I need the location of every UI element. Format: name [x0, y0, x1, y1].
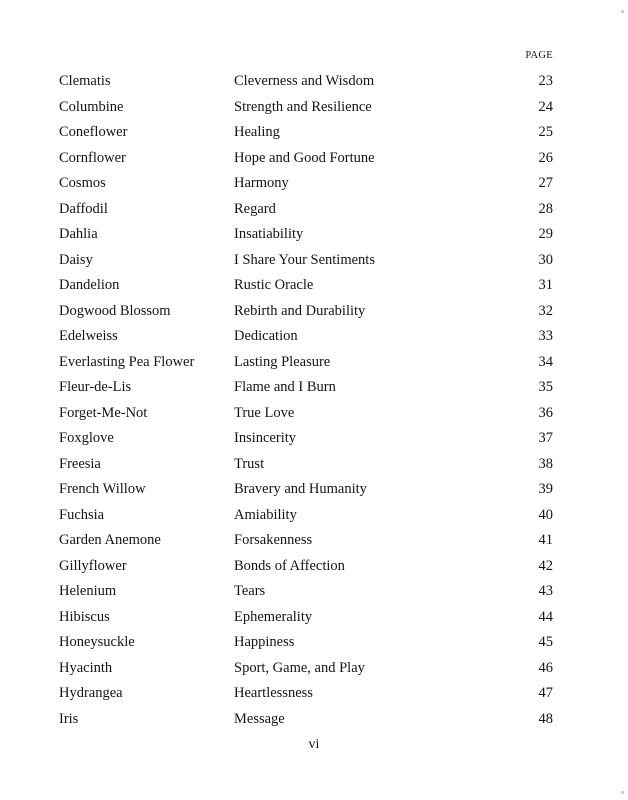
toc-entry [0, 171, 628, 197]
toc-entry [0, 324, 628, 350]
flower-name: Cosmos [59, 175, 106, 191]
page-number: 27 [538, 175, 553, 191]
toc-entry [0, 69, 628, 95]
flower-meaning: Happiness [234, 634, 295, 650]
flower-name: Iris [59, 710, 79, 727]
page-number: 48 [538, 710, 553, 727]
flower-meaning: Dedication [234, 328, 298, 344]
flower-meaning: Cleverness and Wisdom [234, 73, 375, 89]
flower-meaning: Insatiability [234, 226, 304, 242]
page-column-header: PAGE [525, 50, 553, 61]
flower-name: French Willow [59, 481, 146, 497]
page-number: 33 [538, 328, 553, 344]
page-number: 41 [538, 532, 553, 548]
toc-entry [0, 503, 628, 529]
flower-meaning: Regard [234, 200, 276, 217]
scan-corner-mark [621, 791, 624, 794]
flower-meaning: Insincerity [234, 430, 297, 446]
toc-entry [0, 554, 628, 580]
flower-name: Columbine [59, 98, 124, 115]
flower-name: Everlasting Pea Flower [59, 353, 195, 370]
flower-meaning: True Love [234, 404, 295, 421]
flower-meaning: Ephemerality [234, 608, 313, 625]
flower-name: Fleur-de-Lis [59, 379, 132, 395]
toc-entry [0, 375, 628, 401]
flower-name: Dandelion [59, 277, 120, 293]
toc-entry [0, 579, 628, 605]
page-number: 31 [538, 277, 553, 293]
flower-meaning: Tears [234, 583, 266, 599]
page-number: 24 [538, 98, 553, 115]
flower-name: Forget-Me-Not [59, 404, 148, 421]
flower-meaning: Rebirth and Durability [234, 302, 366, 319]
page-number: 47 [538, 685, 553, 701]
page-number: 26 [538, 149, 553, 166]
page-number: 25 [538, 124, 553, 140]
page-number: 32 [538, 302, 553, 319]
page-number: 39 [538, 481, 553, 497]
page-number: 30 [538, 251, 553, 268]
flower-meaning: I Share Your Sentiments [234, 251, 375, 268]
page-number: 44 [538, 608, 553, 625]
toc-entry [0, 197, 628, 223]
toc-entry [0, 95, 628, 121]
flower-meaning: Amiability [234, 506, 297, 523]
page-number: 28 [538, 200, 553, 217]
flower-name: Freesia [59, 455, 101, 472]
flower-meaning: Lasting Pleasure [234, 353, 331, 370]
toc-entry [0, 707, 628, 733]
page-number: 45 [538, 634, 553, 650]
scan-corner-mark [621, 10, 624, 13]
page-number: 23 [538, 73, 553, 89]
flower-name: Dogwood Blossom [59, 302, 171, 319]
flower-meaning: Message [234, 710, 285, 727]
page-number: 40 [538, 506, 553, 523]
toc-entry [0, 681, 628, 707]
flower-name: Fuchsia [59, 506, 105, 523]
flower-name: Daisy [59, 251, 93, 268]
page-number: 36 [538, 404, 553, 421]
page-number: 43 [538, 583, 553, 599]
toc-entry [0, 299, 628, 325]
flower-name: Helenium [59, 583, 117, 599]
flower-meaning: Forsakenness [234, 532, 313, 548]
toc-entry [0, 146, 628, 172]
flower-name: Edelweiss [59, 328, 118, 344]
flower-meaning: Hope and Good Fortune [234, 149, 375, 166]
flower-name: Dahlia [59, 226, 98, 242]
flower-name: Daffodil [59, 200, 108, 217]
flower-name: Hydrangea [59, 685, 123, 701]
flower-meaning: Healing [234, 124, 280, 140]
flower-name: Hyacinth [59, 659, 113, 676]
toc-entry [0, 248, 628, 274]
toc-entry [0, 426, 628, 452]
toc-entry [0, 120, 628, 146]
flower-name: Gillyflower [59, 557, 127, 574]
page-number: 46 [538, 659, 553, 676]
flower-meaning: Bonds of Affection [234, 557, 345, 574]
flower-name: Foxglove [59, 430, 114, 446]
flower-name: Coneflower [59, 124, 128, 140]
toc-entry [0, 350, 628, 376]
toc-entry [0, 477, 628, 503]
toc-entry [0, 222, 628, 248]
page-number: 34 [538, 353, 553, 370]
flower-meaning: Harmony [234, 175, 289, 191]
toc-entry [0, 630, 628, 656]
folio-page-number: vi [308, 737, 320, 752]
flower-meaning: Sport, Game, and Play [234, 659, 365, 676]
flower-meaning: Heartlessness [234, 685, 313, 701]
toc-entry [0, 273, 628, 299]
flower-name: Clematis [59, 73, 111, 89]
flower-meaning: Trust [234, 455, 265, 472]
page-number: 42 [538, 557, 553, 574]
flower-meaning: Flame and I Burn [234, 379, 336, 395]
toc-entry [0, 656, 628, 682]
page-number: 38 [538, 455, 553, 472]
page-number: 29 [538, 226, 553, 242]
flower-name: Garden Anemone [59, 532, 161, 548]
toc-entry [0, 605, 628, 631]
flower-meaning: Rustic Oracle [234, 277, 314, 293]
toc-entry [0, 452, 628, 478]
flower-name: Honeysuckle [59, 634, 135, 650]
table-of-contents [0, 69, 628, 732]
flower-meaning: Strength and Resilience [234, 98, 372, 115]
flower-name: Hibiscus [59, 608, 110, 625]
flower-name: Cornflower [59, 149, 126, 166]
flower-meaning: Bravery and Humanity [234, 481, 367, 497]
page-number: 35 [538, 379, 553, 395]
toc-entry [0, 528, 628, 554]
page-number: 37 [538, 430, 553, 446]
toc-entry [0, 401, 628, 427]
